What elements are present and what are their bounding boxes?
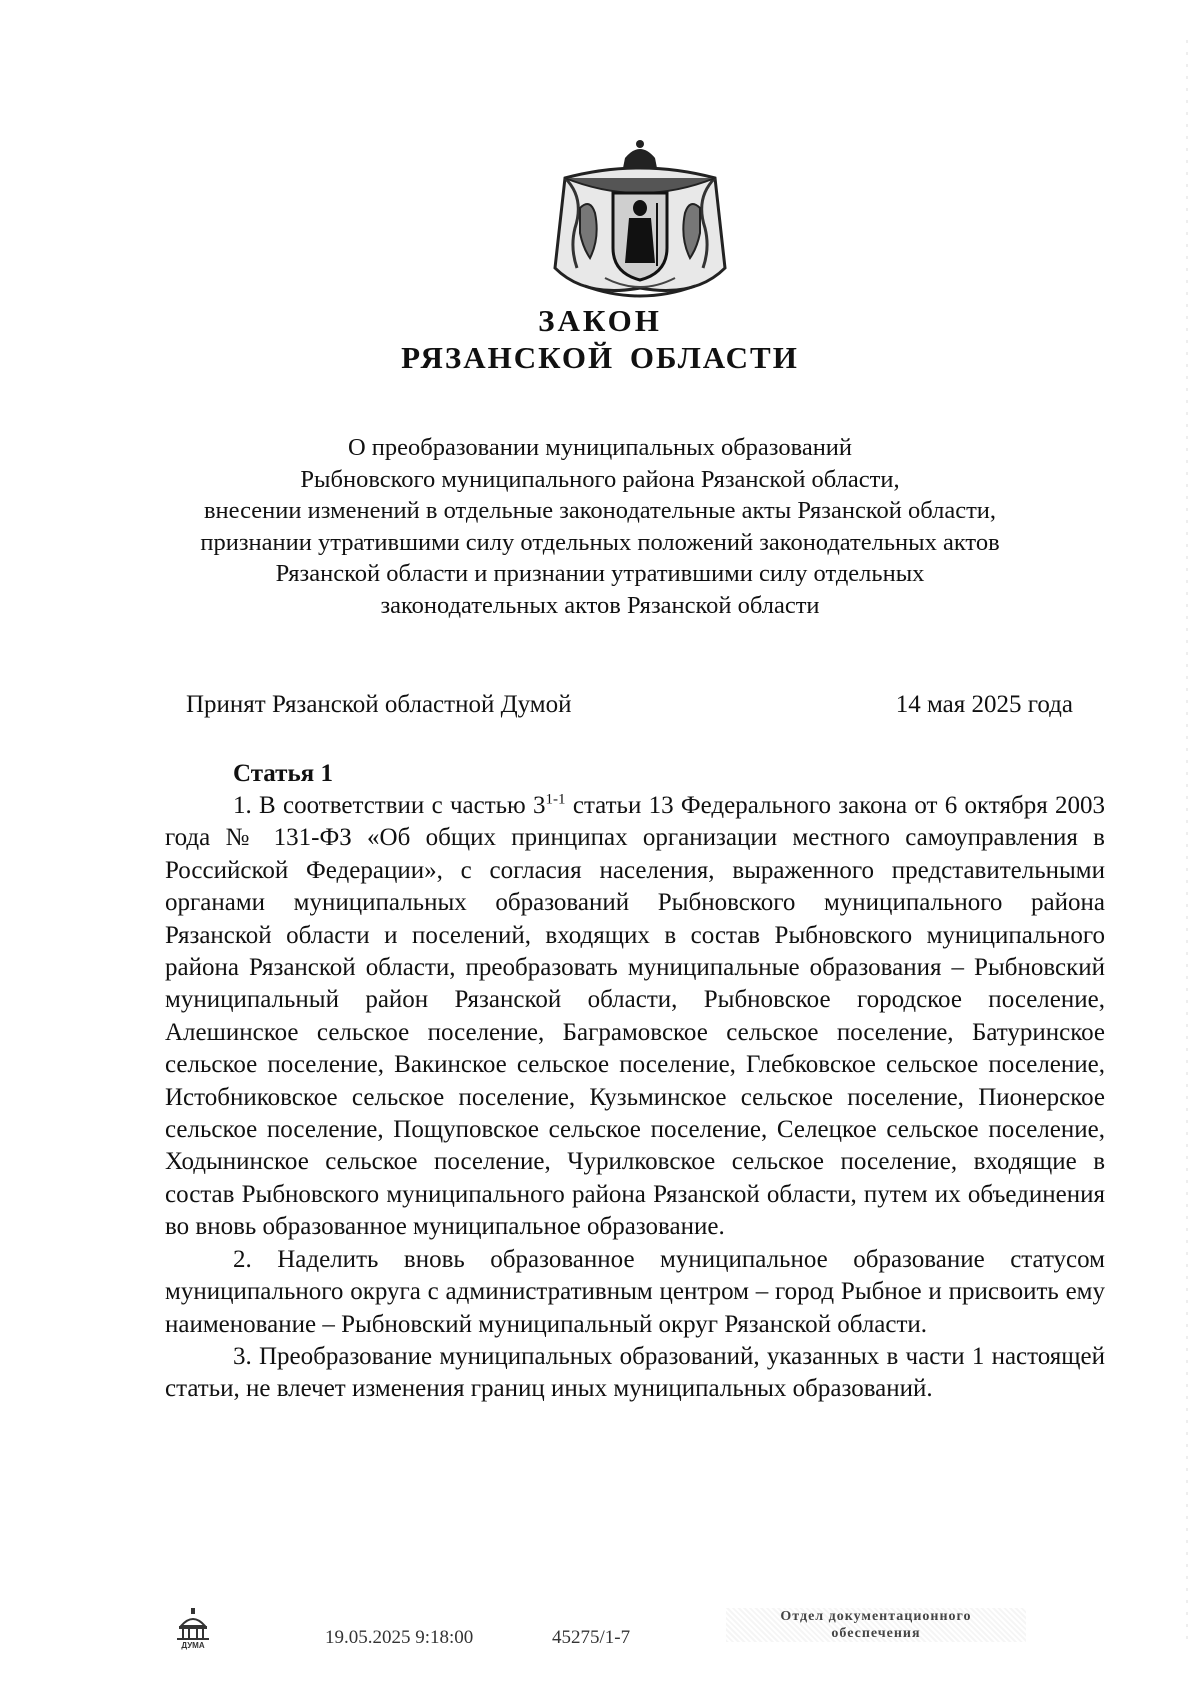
subject-line: внесении изменений в отдельные законодательные акты Рязанской области, (203, 497, 997, 524)
article-body (165, 790, 1105, 1406)
footer-timestamp: 19.05.2025 9:18:00 (325, 1627, 474, 1648)
paragraph-text: 1. В соответствии с частью 3 (233, 792, 546, 819)
article-paragraph-3: 3. Преобразование муниципальных образований, указанных в части 1 настоящей статьи, не влечет изменения границ иных муниципальных образований. (165, 1342, 1105, 1403)
law-subject (120, 432, 1080, 621)
duma-building-logo (173, 1606, 213, 1650)
adoption-statement: Принят Рязанской областной Думой (186, 691, 572, 718)
document-title: ЗАКОН (538, 303, 662, 338)
department-stamp (726, 1608, 1026, 1642)
article-paragraph-1 (165, 790, 1105, 1244)
stamp-line: Отдел документационного (780, 1609, 972, 1624)
subject-line: Рязанской области и признании утратившими силу отдельных (275, 560, 925, 587)
article-paragraph-2: 2. Наделить вновь образованное муниципальное образование статусом муниципального округа с административным центром – город Рыбное и присвоить ему наименование – Рыбновский муниципальный округ Рязанской области. (165, 1245, 1105, 1338)
scan-margin-marks (1183, 40, 1191, 1640)
stamp-line: обеспечения (831, 1626, 921, 1641)
logo-text: ДУМА (181, 1641, 205, 1650)
subject-line: Рыбновского муниципального района Рязанской области, (300, 465, 900, 493)
coat-of-arms-emblem (545, 138, 735, 306)
subject-line: законодательных актов Рязанской области (380, 591, 820, 619)
paragraph-text: статьи 13 Федерального закона от 6 октября 2003 года № 131-ФЗ «Об общих принципах организации местного самоуправления в Российской Федерации», с согласия населения, выраженного представительными органами муниципальных образований Рыбновского муниципального района Рязанской области и поселений, входящих в состав Рыбновского муниципального района Рязанской области, преобразовать муниципальные образования – Рыбновский муниципальный район Рязанской области, Рыбновское городское поселение, Алешинское сельское поселение, Баграмовское сельское поселение, Батуринское сельское поселение, Вакинское сельское поселение, Глебковское сельское поселение, Истобниковское сельское поселение, Кузьминское сельское поселение, Пионерское сельское поселение, Пощуповское сельское поселение, Селецкое сельское поселение, Ходынинское сельское поселение, Чурилковское сельское поселение, входящие в состав Рыбновского муниципального района Рязанской области, путем их объединения во вновь образованное муниципальное образование. (165, 792, 1105, 1241)
article-heading: Статья 1 (233, 760, 333, 787)
subject-line: признании утратившими силу отдельных положений законодательных актов (200, 528, 1000, 556)
document-title-region: РЯЗАНСКОЙ ОБЛАСТИ (401, 340, 799, 375)
superscript-part-number: 1-1 (545, 791, 566, 808)
footer-registration-number: 45275/1-7 (552, 1627, 631, 1648)
adoption-date: 14 мая 2025 года (895, 691, 1073, 718)
subject-line: О преобразовании муниципальных образований (347, 434, 853, 461)
